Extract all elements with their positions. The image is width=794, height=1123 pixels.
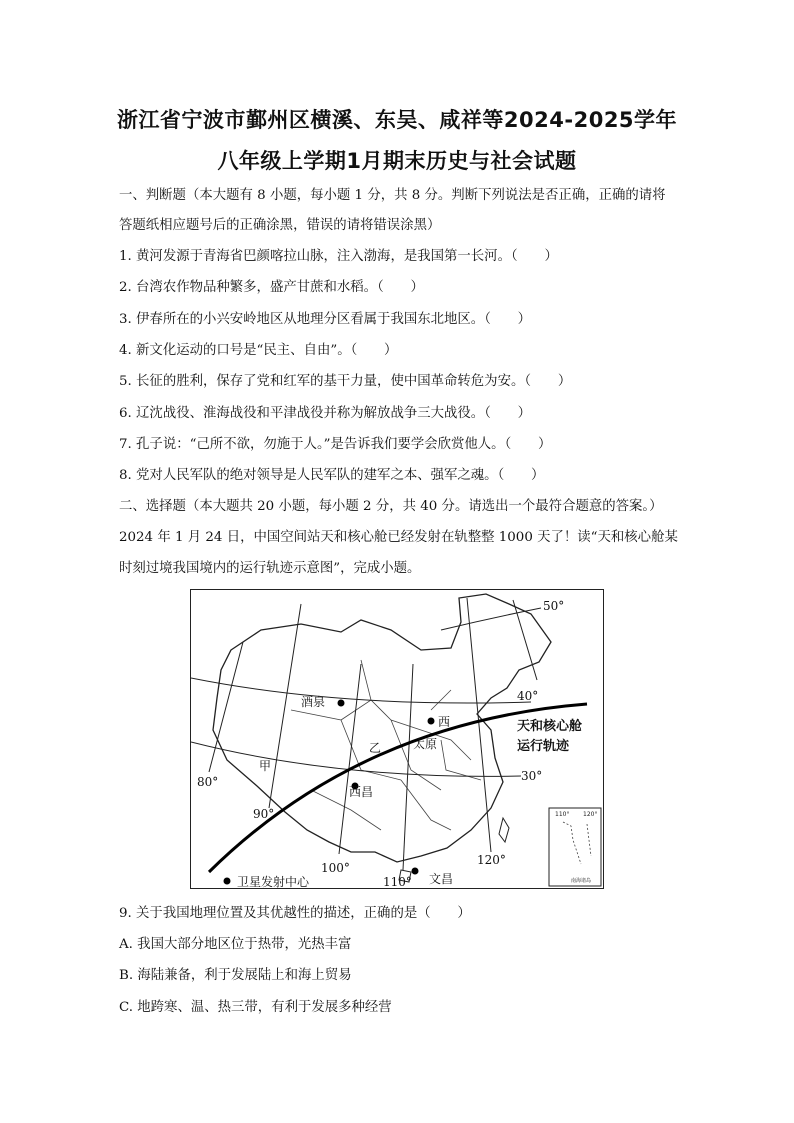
jia-label: 甲 bbox=[259, 759, 272, 773]
question-4: 4. 新文化运动的口号是“民主、自由”。（ ） bbox=[119, 343, 398, 358]
wenchang-label: 文昌 bbox=[429, 872, 454, 886]
launch-center-label: 卫星发射中心 bbox=[237, 875, 310, 888]
inset-caption: 南海诸岛 bbox=[571, 878, 592, 884]
china-map-svg bbox=[191, 590, 603, 888]
longitude-100-line bbox=[339, 664, 361, 854]
inset-120-label: 120° bbox=[583, 811, 598, 818]
section1-heading-line1: 一、判断题（本大题有 8 小题，每小题 1 分，共 8 分。判断下列说法是否正确，正确的请将 bbox=[119, 188, 666, 203]
question-9-option-a: A. 我国大部分地区位于热带，光热丰富 bbox=[119, 937, 352, 952]
section2-intro-line2: 时刻过境我国境内的运行轨迹示意图”，完成小题。 bbox=[119, 561, 421, 576]
question-9-option-c: C. 地跨寒、温、热三带，有利于发展多种经营 bbox=[119, 1000, 392, 1015]
orbit-label-line1: 天和核心舱 bbox=[517, 719, 583, 734]
orbit-map-figure bbox=[190, 589, 604, 889]
section2-intro-line1: 2024 年 1 月 24 日，中国空间站天和核心舱已经发射在轨整整 1000 天了！读“天和核心舱某 bbox=[119, 530, 678, 545]
exam-title-line1: 浙江省宁波市鄞州区横溪、东吴、咸祥等2024-2025学年 bbox=[116, 108, 678, 132]
question-6: 6. 辽沈战役、淮海战役和平津战役并称为解放战争三大战役。（ ） bbox=[119, 406, 532, 421]
question-2: 2. 台湾农作物品种繁多，盛产甘蔗和水稻。（ ） bbox=[119, 280, 424, 295]
question-5: 5. 长征的胜利，保存了党和红军的基干力量，使中国革命转危为安。（ ） bbox=[119, 374, 572, 389]
south-china-sea-inset bbox=[549, 808, 601, 886]
lat50-label: 50° bbox=[543, 599, 565, 613]
xi-marker bbox=[428, 718, 435, 725]
lon120-label: 120° bbox=[477, 853, 506, 867]
china-border bbox=[213, 594, 551, 862]
lon100-label: 100° bbox=[321, 861, 350, 875]
latitude-40-line bbox=[191, 678, 531, 703]
question-8: 8. 党对人民军队的绝对领导是人民军队的建军之本、强军之魂。（ ） bbox=[119, 468, 545, 483]
taiwan-island bbox=[499, 818, 509, 842]
jiuquan-marker bbox=[338, 700, 345, 707]
lon110-label: 110° bbox=[383, 875, 412, 888]
latitude-50-line bbox=[441, 608, 541, 630]
lon80-label: 80° bbox=[197, 775, 219, 789]
longitude-90-line bbox=[269, 604, 301, 808]
wenchang-marker bbox=[412, 868, 419, 875]
yi-label: 乙 bbox=[369, 741, 382, 755]
xi-label: 西 bbox=[438, 715, 451, 729]
lat40-label: 40° bbox=[517, 689, 539, 703]
lon90-label: 90° bbox=[253, 807, 275, 821]
orbit-label-line2: 运行轨迹 bbox=[517, 739, 570, 754]
longitude-110-line bbox=[403, 664, 413, 870]
xichang-label: 西昌 bbox=[349, 785, 374, 799]
question-9-stem: 9. 关于我国地理位置及其优越性的描述，正确的是（ ） bbox=[119, 906, 471, 921]
launch-center-marker bbox=[224, 878, 231, 885]
jiuquan-label: 酒泉 bbox=[301, 695, 326, 709]
section2-heading: 二、选择题（本大题共 20 小题，每小题 2 分，共 40 分。请选出一个最符合题意的答案。） bbox=[119, 499, 663, 514]
province-lines bbox=[291, 660, 481, 830]
exam-title-line2: 八年级上学期1月期末历史与社会试题 bbox=[217, 149, 577, 173]
question-9-option-b: B. 海陆兼备，利于发展陆上和海上贸易 bbox=[119, 968, 352, 983]
section1-heading-line2: 答题纸相应题号后的正确涂黑，错误的请将错误涂黑） bbox=[119, 218, 441, 233]
inset-110-label: 110° bbox=[555, 811, 570, 818]
question-7: 7. 孔子说：“己所不欲，勿施于人。”是告诉我们要学会欣赏他人。（ ） bbox=[119, 437, 552, 452]
question-1: 1. 黄河发源于青海省巴颜喀拉山脉，注入渤海，是我国第一长河。（ ） bbox=[119, 249, 558, 264]
lat30-label: 30° bbox=[521, 769, 543, 783]
question-3: 3. 伊春所在的小兴安岭地区从地理分区看属于我国东北地区。（ ） bbox=[119, 312, 532, 327]
taiyuan-label: 太原 bbox=[413, 737, 438, 751]
